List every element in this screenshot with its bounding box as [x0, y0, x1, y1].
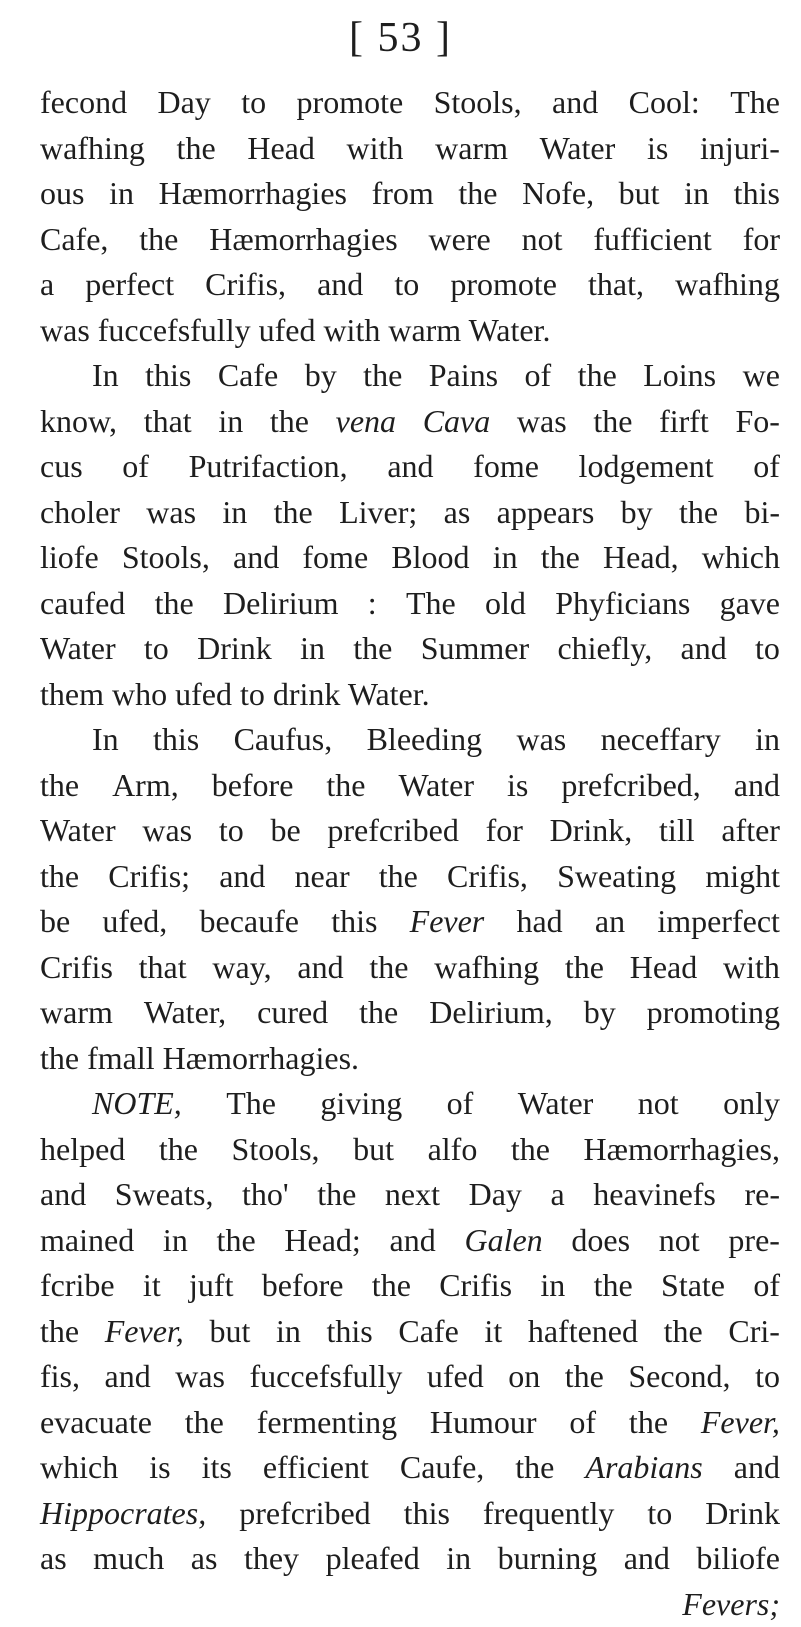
text-line: the fmall Hæmorrhagies.: [40, 1036, 780, 1082]
text-line: choler was in the Liver; as appears by the bi-: [40, 490, 780, 536]
text-line: the Fever, but in this Cafe it haftened the Cri-: [40, 1309, 780, 1355]
text-line: be ufed, becaufe this Fever had an imperfect: [40, 899, 780, 945]
text-line: helped the Stools, but alfo the Hæmorrhagies,: [40, 1127, 780, 1173]
body-text: [40, 80, 780, 1627]
text-line: the Crifis; and near the Crifis, Sweating might: [40, 854, 780, 900]
text-line: Water to Drink in the Summer chiefly, and to: [40, 626, 780, 672]
text-line: know, that in the vena Cava was the firft Fo-: [40, 399, 780, 445]
text-line: fis, and was fuccefsfully ufed on the Second, to: [40, 1354, 780, 1400]
text-line: evacuate the fermenting Humour of the Fever,: [40, 1400, 780, 1446]
text-line: which is its efficient Caufe, the Arabians and: [40, 1445, 780, 1491]
text-line: wafhing the Head with warm Water is injuri-: [40, 126, 780, 172]
text-line: Hippocrates, prefcribed this frequently to Drink: [40, 1491, 780, 1537]
text-line: In this Cafe by the Pains of the Loins we: [40, 353, 780, 399]
text-line: In this Caufus, Bleeding was neceffary in: [40, 717, 780, 763]
text-line: was fuccefsfully ufed with warm Water.: [40, 308, 780, 354]
text-line: the Arm, before the Water is prefcribed, and: [40, 763, 780, 809]
text-line: cus of Putrifaction, and fome lodgement of: [40, 444, 780, 490]
text-line: mained in the Head; and Galen does not pre-: [40, 1218, 780, 1264]
text-line: warm Water, cured the Delirium, by promoting: [40, 990, 780, 1036]
text-line: them who ufed to drink Water.: [40, 672, 780, 718]
text-line: caufed the Delirium : The old Phyficians gave: [40, 581, 780, 627]
text-line: as much as they pleafed in burning and biliofe: [40, 1536, 780, 1582]
text-line: liofe Stools, and fome Blood in the Head, which: [40, 535, 780, 581]
text-line: NOTE, The giving of Water not only: [40, 1081, 780, 1127]
text-line: Water was to be prefcribed for Drink, till after: [40, 808, 780, 854]
text-line: Cafe, the Hæmorrhagies were not fufficient for: [40, 217, 780, 263]
text-line: ous in Hæmorrhagies from the Nofe, but in this: [40, 171, 780, 217]
text-line: a perfect Crifis, and to promote that, wafhing: [40, 262, 780, 308]
text-line: and Sweats, tho' the next Day a heavinefs re-: [40, 1172, 780, 1218]
text-line: Crifis that way, and the wafhing the Head with: [40, 945, 780, 991]
catchword: Fevers;: [40, 1582, 780, 1627]
text-line: fecond Day to promote Stools, and Cool: The: [40, 80, 780, 126]
text-line: fcribe it juft before the Crifis in the State of: [40, 1263, 780, 1309]
page-number-header: [ 53 ]: [0, 8, 801, 68]
